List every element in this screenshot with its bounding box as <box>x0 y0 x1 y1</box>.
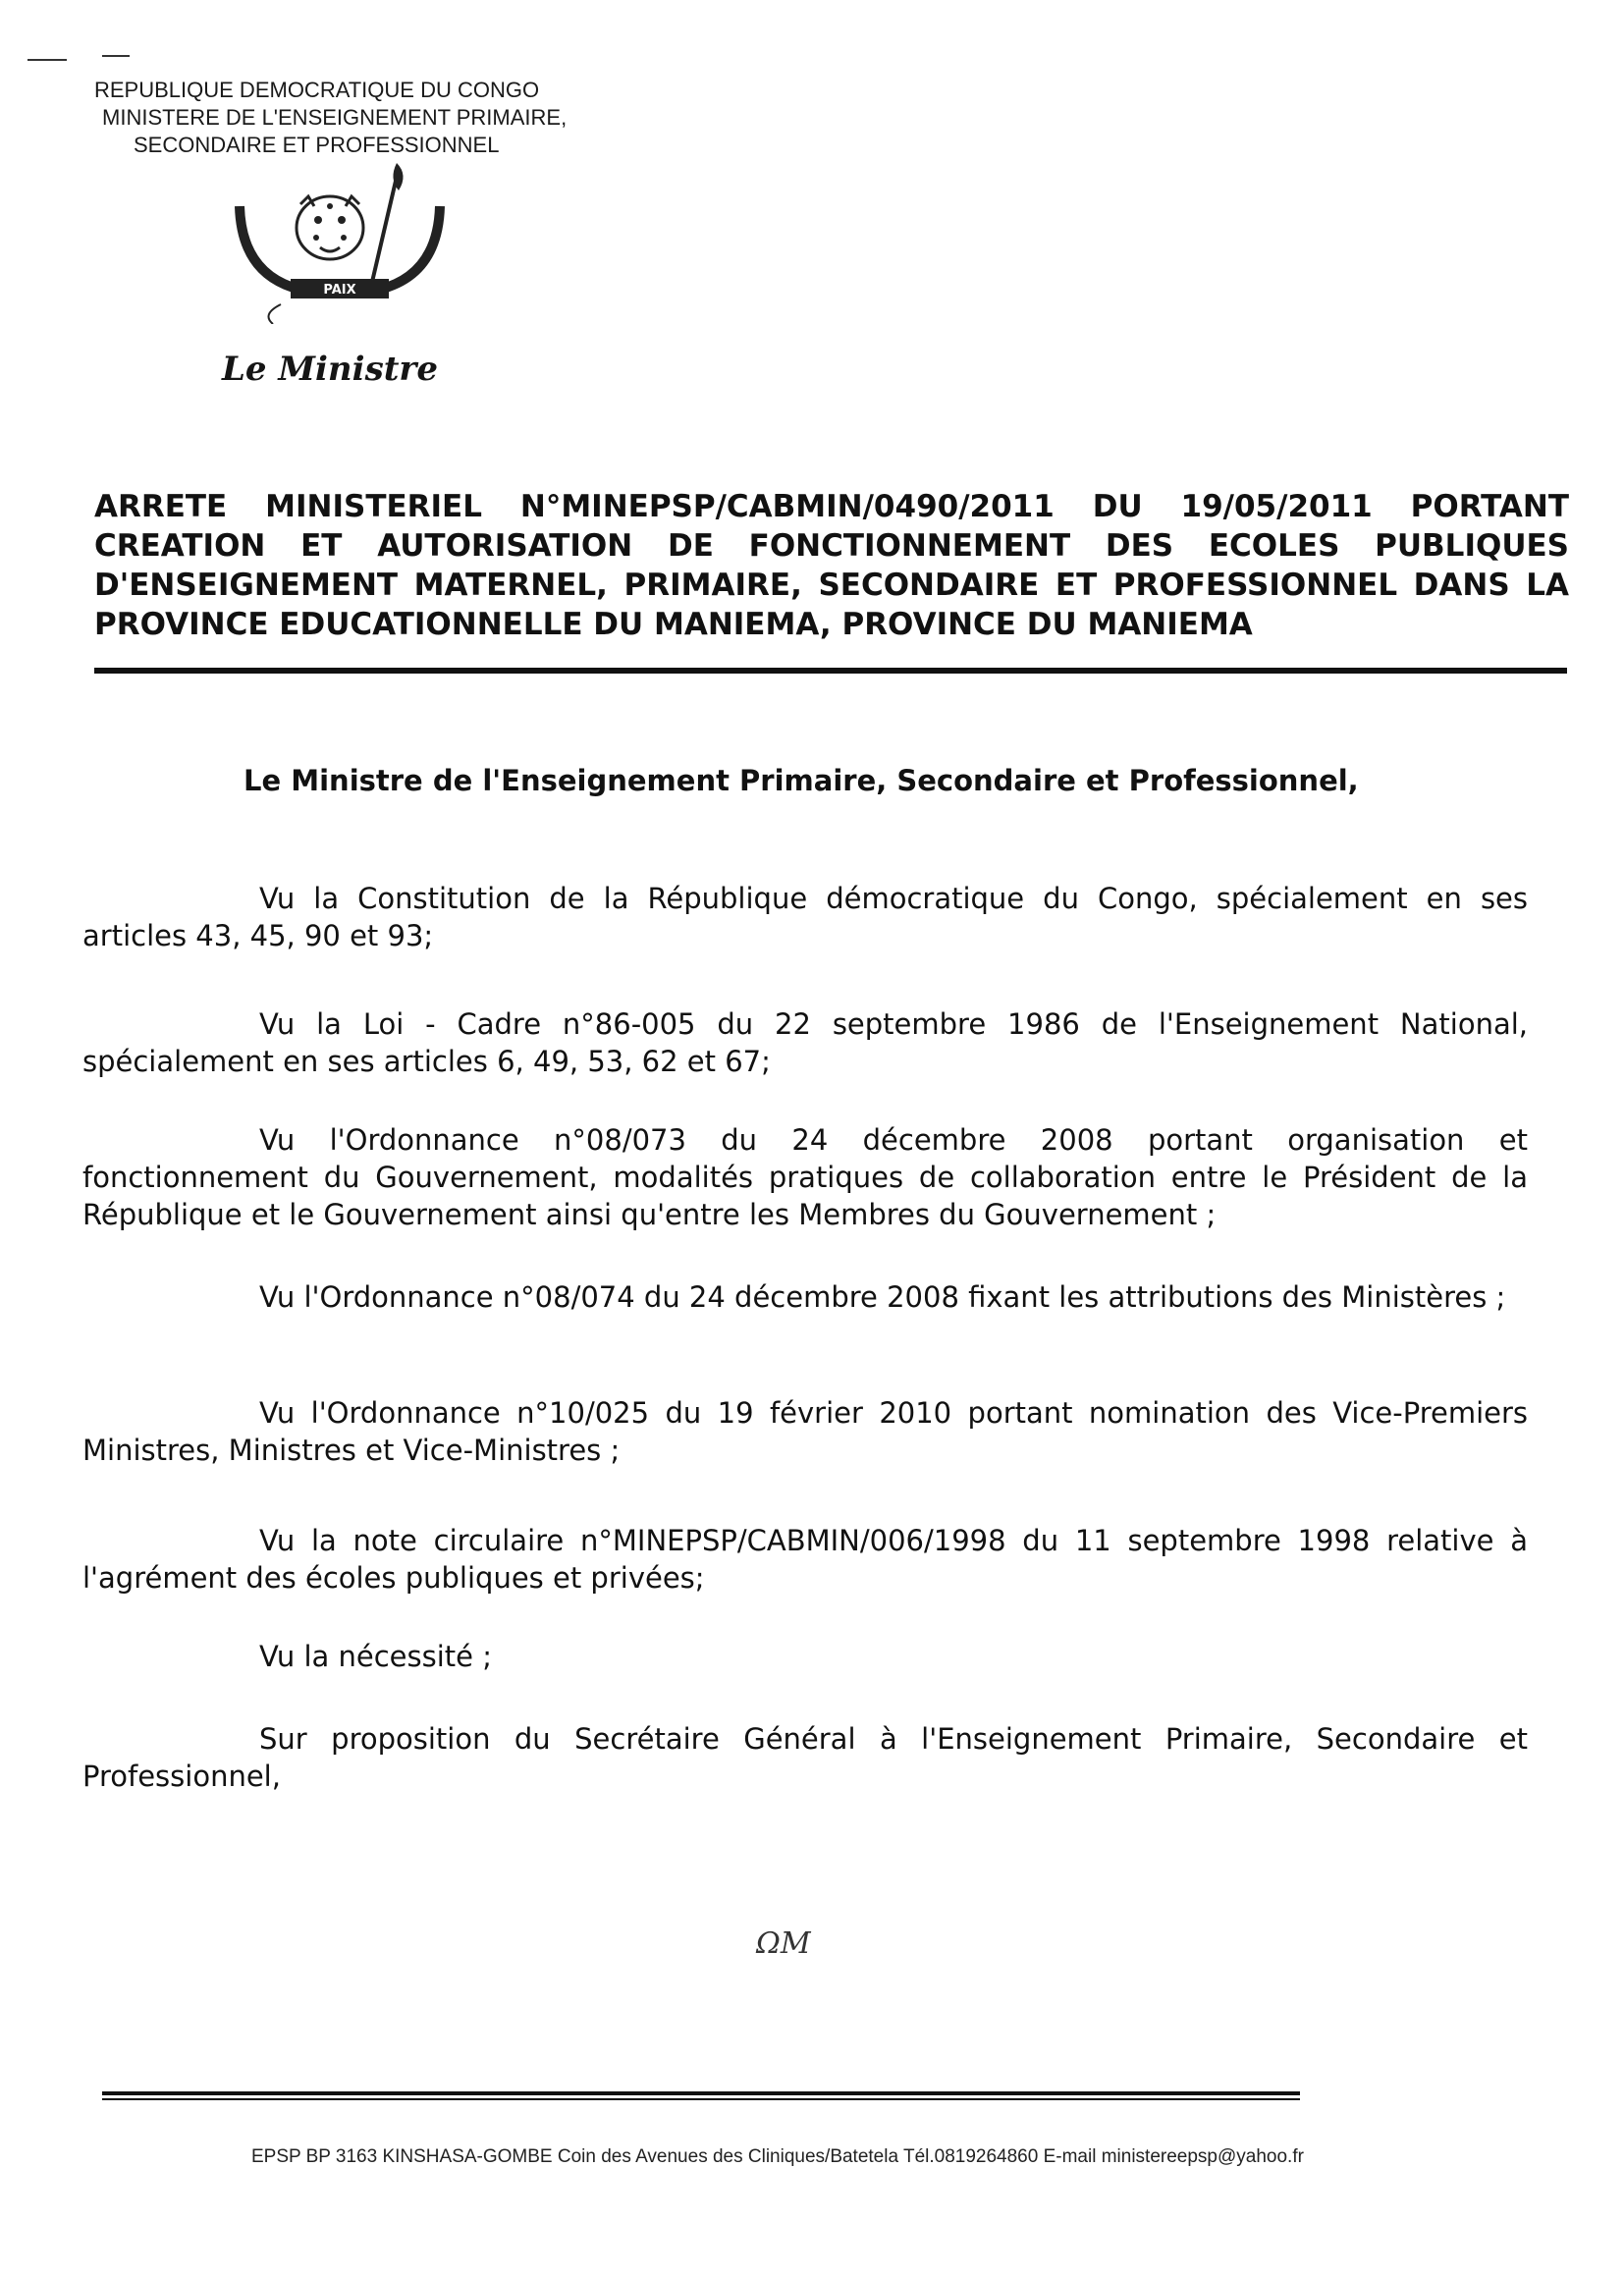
title-underline <box>94 668 1567 674</box>
ministry-header <box>94 77 567 159</box>
recital-paragraph: Sur proposition du Secrétaire Général à l'Enseignement Primaire, Secondaire et Professionnel, <box>82 1722 1528 1793</box>
footer-rule <box>102 2091 1300 2095</box>
header-country: REPUBLIQUE DEMOCRATIQUE DU CONGO <box>94 78 540 102</box>
header-ministry-line2: SECONDAIRE ET PROFESSIONNEL <box>134 133 500 157</box>
scan-mark <box>27 59 67 61</box>
recital-paragraph: Vu la nécessité ; <box>259 1640 492 1673</box>
recital-paragraph: Vu l'Ordonnance n°08/073 du 24 décembre 2008 portant organisation et fonctionnement du Gouvernement, modalités pratiques de collaboration entre le Président de la République et le Gouvernement ainsi qu'entre les Membres du Gouvernement ; <box>82 1123 1528 1231</box>
recital-paragraph: Vu la Loi - Cadre n°86-005 du 22 septembre 1986 de l'Enseignement National, spécialement en ses articles 6, 49, 53, 62 et 67; <box>82 1007 1528 1078</box>
recital-paragraph: Vu l'Ordonnance n°10/025 du 19 février 2010 portant nomination des Vice-Premiers Ministres, Ministres et Vice-Ministres ; <box>82 1396 1528 1467</box>
decree-title: ARRETE MINISTERIEL N°MINEPSP/CABMIN/0490/2011 DU 19/05/2011 PORTANT CREATION ET AUTORISATION DE FONCTIONNEMENT DES ECOLES PUBLIQUES D'ENSEIGNEMENT MATERNEL, PRIMAIRE, SECONDAIRE ET PROFESSIONNEL DANS LA PROVINCE EDUCATIONNELLE DU MANIEMA, PROVINCE DU MANIEMA <box>94 489 1569 642</box>
handwritten-initials: ΩΜ <box>756 1926 811 1961</box>
header-ministry-line1: MINISTERE DE L'ENSEIGNEMENT PRIMAIRE, <box>102 105 568 130</box>
footer-rule <box>102 2098 1300 2100</box>
minister-signature-label: Le Ministre <box>222 350 438 389</box>
recital-paragraph: Vu la Constitution de la République démocratique du Congo, spécialement en ses articles 43, 45, 90 et 93; <box>82 882 1528 952</box>
recital-paragraph: Vu la note circulaire n°MINEPSP/CABMIN/006/1998 du 11 septembre 1998 relative à l'agrément des écoles publiques et privées; <box>82 1524 1528 1595</box>
footer-address: EPSP BP 3163 KINSHASA-GOMBE Coin des Avenues des Cliniques/Batetela Tél.0819264860 E-mail ministereepsp@yahoo.fr <box>251 2146 1304 2167</box>
coat-of-arms-emblem <box>222 157 467 324</box>
recital-paragraph: Vu l'Ordonnance n°08/074 du 24 décembre 2008 fixant les attributions des Ministères ; <box>259 1280 1506 1314</box>
scan-mark <box>102 55 130 57</box>
svg-text:PAIX: PAIX <box>323 283 356 298</box>
decree-lead: Le Ministre de l'Enseignement Primaire, Secondaire et Professionnel, <box>244 764 1359 797</box>
